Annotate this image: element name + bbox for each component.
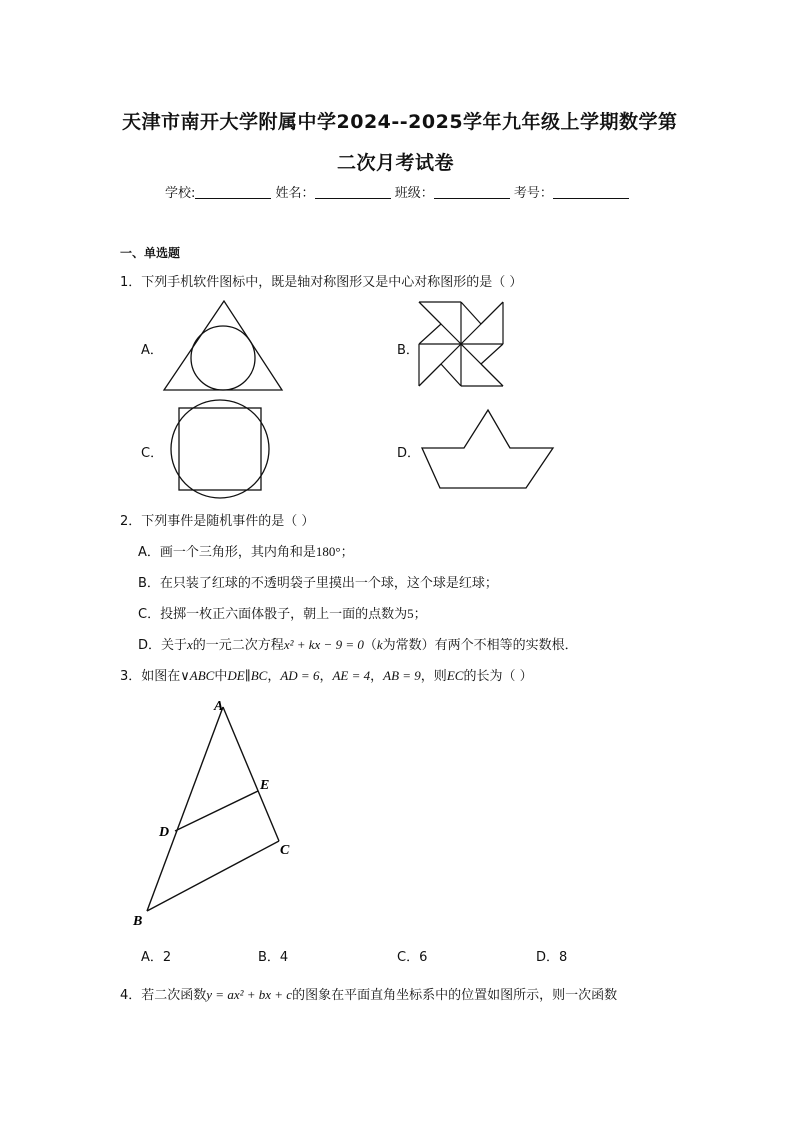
name-blank[interactable] [315,185,391,199]
circle-shape [171,400,269,498]
q3-ec: EC [446,668,464,683]
q3-sep2: ， [319,669,333,684]
q3-text4: 的长为（ ） [463,669,533,684]
q1-option-c-label: C． [141,446,164,461]
school-blank[interactable] [195,185,271,199]
q3-text1: 3．如图在 [120,669,181,684]
vertex-label-b: B [133,914,143,929]
q3-sep1: ， [267,669,281,684]
q2-d-text2: 的一元二次方程 [192,638,284,653]
section-heading: 一、单选题 [120,246,181,260]
student-info-line [165,182,629,201]
q2-option-d [138,634,578,653]
page-title-line1: 天津市南开大学附属中学2024--2025学年九年级上学期数学第 [122,111,678,133]
number-blank[interactable] [553,185,629,199]
q1-option-c-figure [170,398,272,500]
q2-a-end: ； [340,545,354,560]
q3-option-d: D．8 [536,950,568,965]
boat-shape [422,410,553,488]
question-1-stem: 1．下列手机软件图标中，既是轴对称图形又是中心对称图形的是（ ） [120,275,523,290]
number-label: 考号： [513,186,553,201]
question-2-stem: 2．下列事件是随机事件的是（ ） [120,514,315,529]
vertex-label-d: D [159,825,170,840]
q1-option-d-label: D． [397,446,421,461]
school-label: 学校: [165,186,196,201]
q2-option-c [138,603,427,622]
q2-d-x: x [187,637,193,652]
q3-option-b: B．4 [258,950,289,965]
q3-triangle: ∨ABC [180,668,215,683]
triangle-shape [164,301,282,390]
q2-c-end: ； [413,607,427,622]
q2-d-paren: （ [363,638,377,653]
q3-text2: 中 [214,669,228,684]
q1-option-a-label: A． [141,343,163,358]
question-3-stem [120,665,533,684]
q2-option-a [138,541,354,560]
q4-function: y = ax² + bx + c [206,987,293,1002]
vertex-label-a: A [214,699,224,714]
q2-c-value: 5 [407,606,414,621]
class-label: 班级： [394,186,434,201]
square-shape [179,408,261,490]
q2-d-k: k [376,637,383,652]
question-4-stem [120,984,617,1003]
q1-option-d-figure [420,406,560,492]
q3-option-a: A．2 [141,950,172,965]
q4-text1: 4．若二次函数 [120,988,207,1003]
q1-option-b-figure [415,298,510,393]
q3-text3: ，则 [420,669,447,684]
vertex-label-e: E [260,778,270,793]
q2-a-text: A．画一个三角形，其内角和是 [138,545,316,560]
q4-text2: 的图象在平面直角坐标系中的位置如图所示，则一次函数 [292,988,618,1003]
q2-d-text1: D．关于 [138,638,188,653]
q2-c-text: C．投掷一枚正六面体骰子，朝上一面的点数为 [138,607,408,622]
vertex-label-c: C [280,843,290,858]
q3-ae: AE = 4 [332,668,371,683]
q3-triangle-figure [125,695,305,935]
q1-option-b-label: B． [397,343,419,358]
q2-d-text3: 为常数）有两个不相等的实数根． [382,638,578,653]
circle-shape [191,326,255,390]
page-title-line2: 二次月考试卷 [337,152,455,174]
q1-option-a-figure [160,298,290,394]
q2-a-value: 180° [315,544,341,559]
class-blank[interactable] [434,185,510,199]
q3-ab: AB = 9 [383,668,421,683]
name-label: 姓名： [275,186,315,201]
q2-d-equation: x² + kx − 9 = 0 [283,637,364,652]
q2-option-b: B．在只装了红球的不透明袋子里摸出一个球，这个球是红球； [138,576,498,591]
q3-sep3: ， [370,669,384,684]
q3-option-c: C．6 [397,950,428,965]
q3-parallel: DE∥BC [227,668,268,683]
q3-ad: AD = 6 [280,668,320,683]
